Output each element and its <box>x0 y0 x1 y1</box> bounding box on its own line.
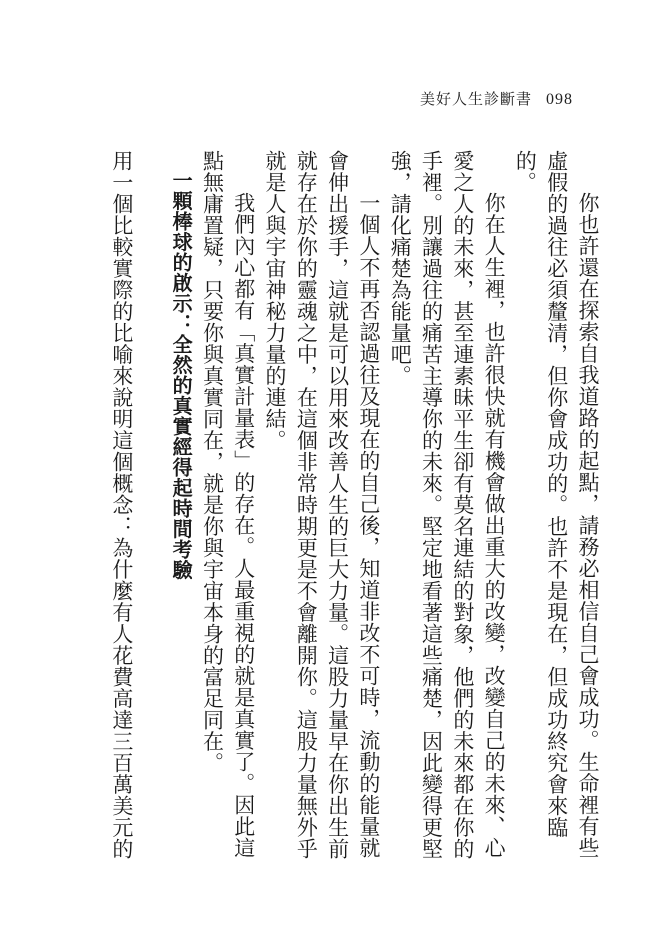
paragraph-5: 用一個比較實際的比喻來說明這個概念：為什麼有人花費高達三百萬美元的 <box>109 150 134 860</box>
paragraph-4: 我們內心都有「真實計量表」的存在。人最重視的就是真實了。因此這點無庸置疑，只要你與真實同在，就是你與宇宙本身的富足同在。 <box>200 150 256 859</box>
running-header <box>420 88 573 109</box>
section-heading: 一顆棒球的啟示：全然的真實經得起時間考驗 <box>169 170 194 580</box>
book-title: 美好人生診斷書 <box>419 90 532 108</box>
page-body <box>103 150 603 870</box>
paragraph-2: 你在人生裡，也許很快就有機會做出重大的改變，改變自己的未來、心愛之人的未來，甚至連素昧平生卻有莫名連結的對象，他們的未來都在你的手裡。別讓過往的痛苦主導你的未來。堅定地看著這些痛楚，因此變得更堅強，請化痛楚為能量吧。 <box>388 150 507 860</box>
paragraph-3: 一個人不再否認過往及現在的自己後，知道非改不可時，流動的能量就會伸出援手，這就是可以用來改善人生的巨大力量。這股力量早在你出生前就存在於你的靈魂之中，在這個非常時期更是不會離開你。這股力量無外乎就是人與宇宙神秘力量的連結。 <box>263 150 381 860</box>
paragraph-1: 你也許還在探索自我道路的起點，請務必相信自己會成功。生命裡有些虛假的過往必須釐清，但你會成功的。也許不是現在，但成功終究會來臨的。 <box>513 150 600 859</box>
page-number: 098 <box>546 91 573 108</box>
